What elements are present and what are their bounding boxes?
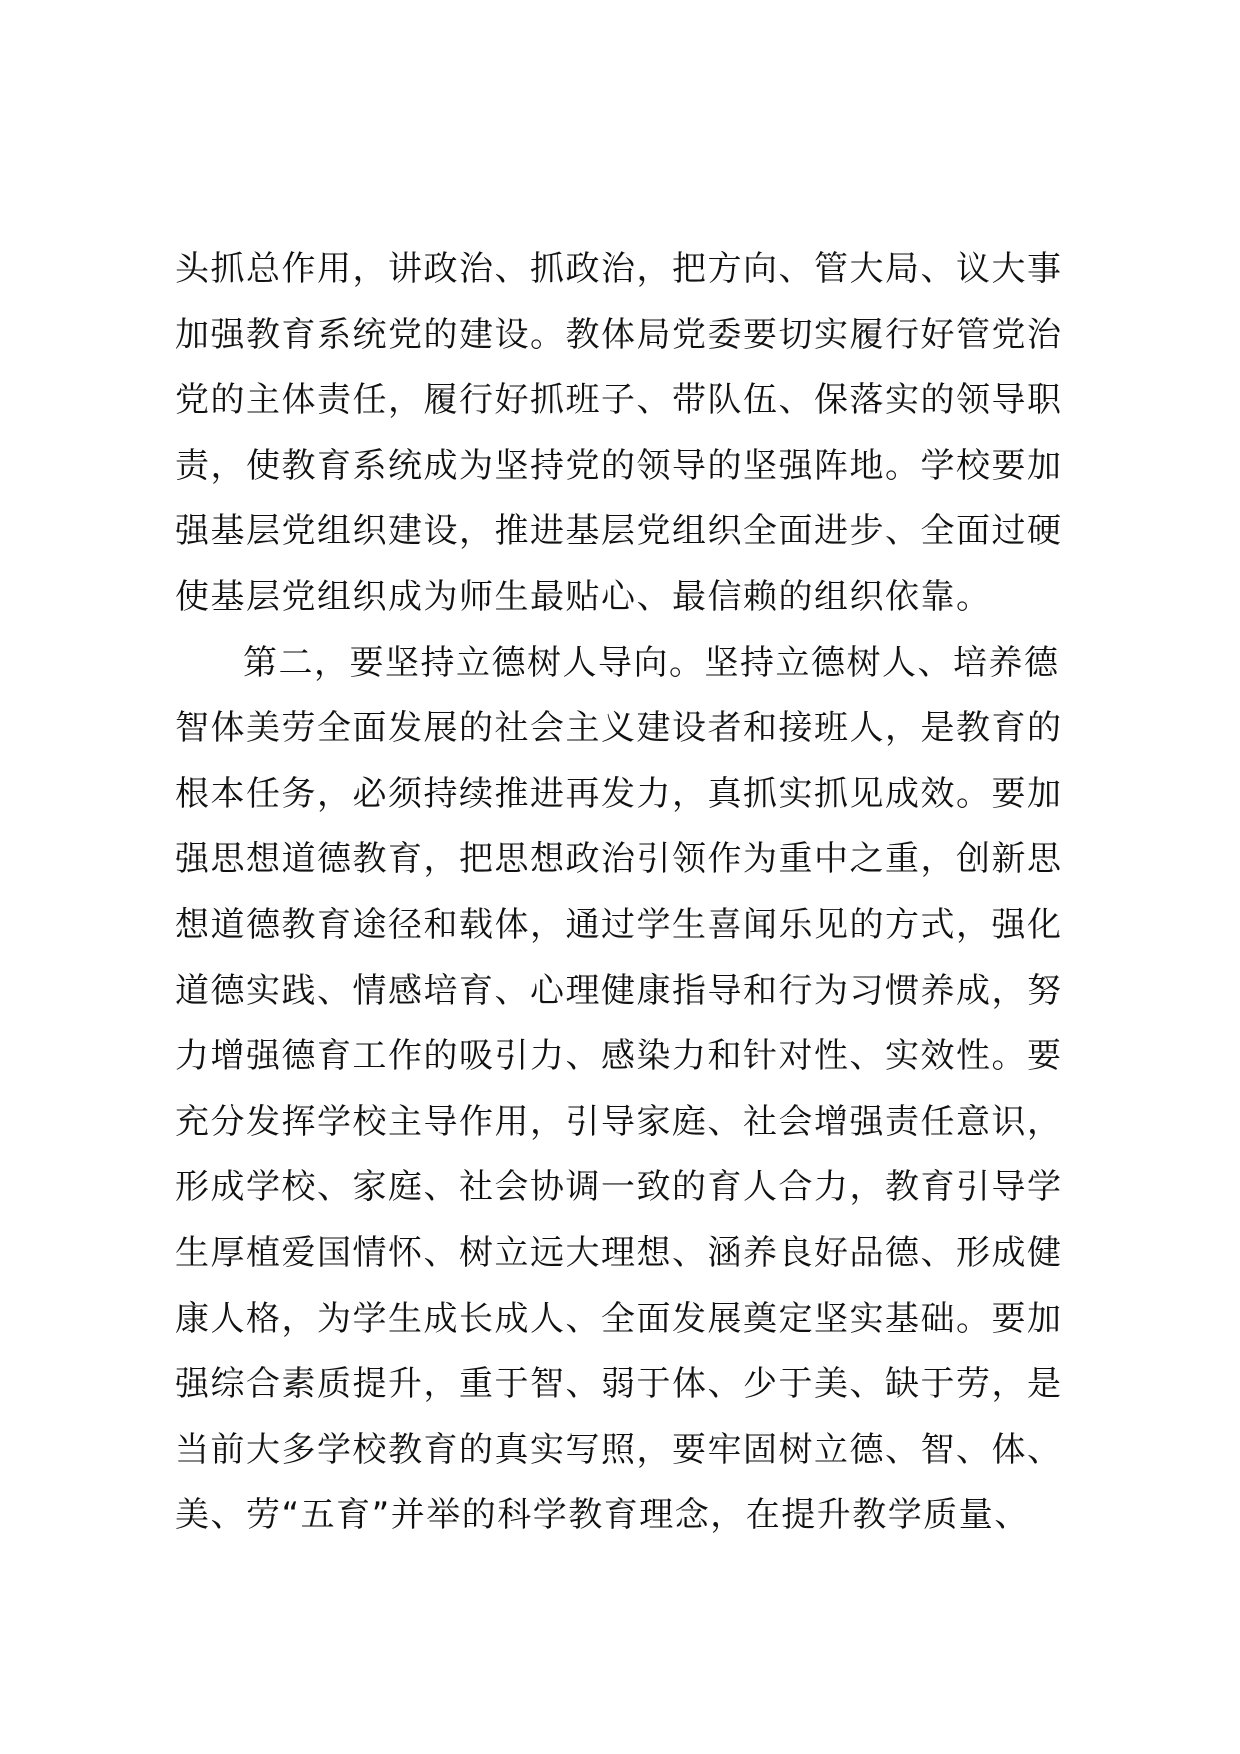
text-line: 当前大多学校教育的真实写照，要牢固树立德、智、体、	[175, 1429, 1063, 1470]
text-line: 想道德教育途径和载体，通过学生喜闻乐见的方式，强化	[175, 904, 1063, 945]
text-line: 责，使教育系统成为坚持党的领导的坚强阵地。学校要加	[175, 445, 1063, 486]
text-line: 形成学校、家庭、社会协调一致的育人合力，教育引导学	[175, 1167, 1063, 1208]
text-line: 智体美劳全面发展的社会主义建设者和接班人，是教育的	[175, 708, 1063, 749]
text-line: 强思想道德教育，把思想政治引领作为重中之重，创新思	[175, 839, 1063, 880]
text-line: 加强教育系统党的建设。教体局党委要切实履行好管党治	[175, 314, 1063, 355]
text-line: 强综合素质提升，重于智、弱于体、少于美、缺于劳，是	[175, 1364, 1063, 1405]
text-line: 强基层党组织建设，推进基层党组织全面进步、全面过硬	[175, 511, 1063, 552]
text-line: 道德实践、情感培育、心理健康指导和行为习惯养成，努	[175, 970, 1063, 1011]
text-line: 美、劳“五育”并举的科学教育理念，在提升教学质量、	[175, 1495, 1030, 1536]
text-line: 生厚植爱国情怀、树立远大理想、涵养良好品德、形成健	[175, 1232, 1063, 1273]
text-line: 使基层党组织成为师生最贴心、最信赖的组织依靠。	[175, 576, 992, 617]
text-line: 力增强德育工作的吸引力、感染力和针对性、实效性。要	[175, 1036, 1063, 1077]
text-line: 党的主体责任，履行好抓班子、带队伍、保落实的领导职	[175, 380, 1063, 421]
text-line: 根本任务，必须持续推进再发力，真抓实抓见成效。要加	[175, 773, 1063, 814]
body-text	[175, 237, 1095, 1549]
paragraph-start-line: 第二，要坚持立德树人导向。坚持立德树人、培养德	[243, 642, 1060, 683]
text-line: 康人格，为学生成长成人、全面发展奠定坚实基础。要加	[175, 1298, 1063, 1339]
text-line: 充分发挥学校主导作用，引导家庭、社会增强责任意识，	[175, 1101, 1063, 1142]
text-line: 头抓总作用，讲政治、抓政治，把方向、管大局、议大事	[175, 249, 1063, 289]
